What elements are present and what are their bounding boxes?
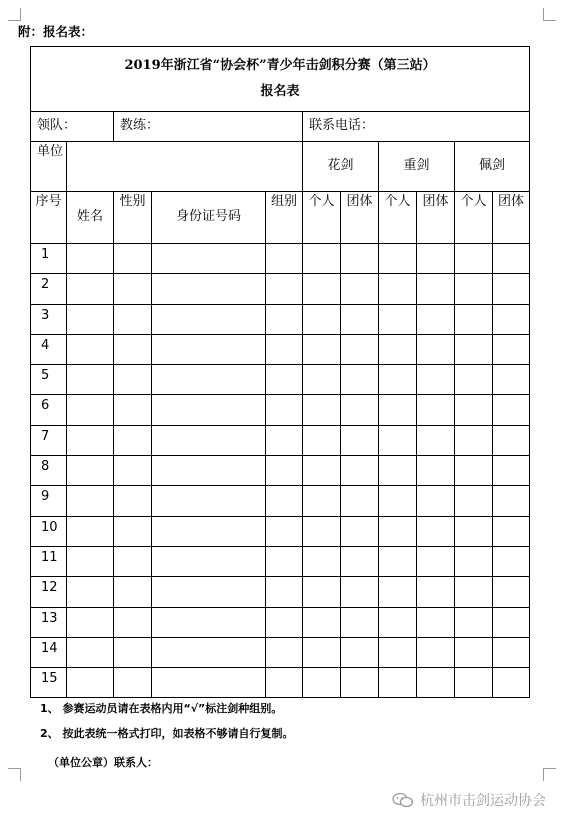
entry-cell[interactable] — [114, 365, 152, 395]
entry-cell[interactable] — [114, 304, 152, 334]
entry-cell[interactable] — [303, 577, 341, 607]
entry-cell[interactable] — [152, 395, 266, 425]
entry-cell[interactable] — [379, 668, 417, 698]
entry-cell[interactable] — [303, 456, 341, 486]
entry-cell[interactable] — [152, 546, 266, 576]
table-row — [31, 546, 530, 576]
entry-cell[interactable] — [114, 577, 152, 607]
entry-cell[interactable] — [493, 334, 530, 364]
entry-cell[interactable] — [341, 456, 379, 486]
entry-cell[interactable] — [493, 244, 530, 274]
table-row — [31, 365, 530, 395]
entry-cell[interactable] — [67, 637, 114, 667]
col-id: 身份证号码 — [152, 192, 266, 244]
table-row — [31, 456, 530, 486]
page-corner-mark — [8, 768, 21, 781]
entry-cell[interactable] — [493, 486, 530, 516]
entry-cell[interactable] — [455, 274, 493, 304]
entry-cell[interactable] — [152, 425, 266, 455]
entry-cell[interactable] — [341, 637, 379, 667]
team-leader-field[interactable]: 领队： — [31, 112, 114, 142]
entry-cell[interactable] — [493, 304, 530, 334]
attachment-label: 附：报名表： — [18, 24, 94, 39]
entry-cell[interactable] — [114, 334, 152, 364]
entry-cell[interactable] — [152, 516, 266, 546]
entry-cell[interactable] — [303, 546, 341, 576]
row-number: 12 — [31, 577, 67, 607]
watermark-text: 杭州市击剑运动协会 — [420, 793, 546, 809]
entry-cell[interactable] — [266, 607, 303, 637]
entry-cell[interactable] — [379, 607, 417, 637]
table-row — [31, 425, 530, 455]
entry-cell[interactable] — [417, 334, 455, 364]
table-row — [31, 274, 530, 304]
entry-cell[interactable] — [67, 244, 114, 274]
entry-cell[interactable] — [152, 486, 266, 516]
entry-cell[interactable] — [493, 395, 530, 425]
entry-cell[interactable] — [455, 637, 493, 667]
row-number: 5 — [31, 365, 67, 395]
entry-cell[interactable] — [493, 607, 530, 637]
entry-cell[interactable] — [455, 395, 493, 425]
row-number: 10 — [31, 516, 67, 546]
entry-cell[interactable] — [266, 425, 303, 455]
row-number: 6 — [31, 395, 67, 425]
entry-cell[interactable] — [493, 637, 530, 667]
entry-cell[interactable] — [455, 577, 493, 607]
entry-cell[interactable] — [67, 395, 114, 425]
entry-cell[interactable] — [303, 274, 341, 304]
coach-field[interactable]: 教练： — [114, 112, 303, 142]
page-corner-mark — [543, 8, 556, 21]
col-group: 组别 — [266, 192, 303, 244]
entry-cell[interactable] — [493, 577, 530, 607]
entry-cell[interactable] — [417, 637, 455, 667]
entry-cell[interactable] — [379, 304, 417, 334]
note-2: 2、 按此表统一格式打印，如表格不够请自行复制。 — [40, 727, 294, 740]
entry-cell[interactable] — [341, 516, 379, 546]
col-sabre-team: 团体 — [493, 192, 530, 244]
weapon-epee: 重剑 — [379, 142, 455, 192]
entry-cell[interactable] — [114, 456, 152, 486]
entry-cell[interactable] — [493, 274, 530, 304]
entry-cell[interactable] — [341, 546, 379, 576]
entry-cell[interactable] — [493, 668, 530, 698]
row-number: 1 — [31, 244, 67, 274]
entry-cell[interactable] — [303, 244, 341, 274]
entry-cell[interactable] — [266, 516, 303, 546]
stamp-contact-line: （单位公章）联系人： — [48, 756, 158, 769]
entry-cell[interactable] — [303, 334, 341, 364]
page-corner-mark — [8, 8, 21, 21]
watermark — [392, 790, 546, 810]
entry-cell[interactable] — [417, 244, 455, 274]
entry-cell[interactable] — [67, 607, 114, 637]
entry-cell[interactable] — [152, 607, 266, 637]
entry-cell[interactable] — [379, 637, 417, 667]
page-corner-mark — [543, 768, 556, 781]
entry-cell[interactable] — [303, 516, 341, 546]
row-number: 4 — [31, 334, 67, 364]
entry-cell[interactable] — [379, 456, 417, 486]
wechat-icon — [392, 792, 414, 808]
entry-cell[interactable] — [152, 577, 266, 607]
row-number: 13 — [31, 607, 67, 637]
entry-cell[interactable] — [114, 244, 152, 274]
entry-cell[interactable] — [455, 668, 493, 698]
entry-cell[interactable] — [303, 486, 341, 516]
table-row — [31, 516, 530, 546]
entry-cell[interactable] — [493, 546, 530, 576]
row-number: 3 — [31, 304, 67, 334]
entry-cell[interactable] — [455, 486, 493, 516]
entry-cell[interactable] — [114, 486, 152, 516]
entry-cell[interactable] — [341, 425, 379, 455]
entry-cell[interactable] — [67, 365, 114, 395]
row-number: 15 — [31, 668, 67, 698]
table-row — [31, 244, 530, 274]
entry-cell[interactable] — [303, 637, 341, 667]
entry-cell[interactable] — [379, 334, 417, 364]
entry-cell[interactable] — [455, 365, 493, 395]
entry-cell[interactable] — [266, 334, 303, 364]
entry-cell[interactable] — [417, 546, 455, 576]
note-1: 1、 参赛运动员请在表格内用“√”标注剑种组别。 — [40, 702, 283, 715]
entry-cell[interactable] — [455, 546, 493, 576]
entry-cell[interactable] — [67, 274, 114, 304]
entry-cell[interactable] — [417, 456, 455, 486]
entry-cell[interactable] — [455, 516, 493, 546]
entry-cell[interactable] — [152, 274, 266, 304]
entry-cell[interactable] — [455, 334, 493, 364]
entry-cell[interactable] — [114, 546, 152, 576]
entry-cell[interactable] — [266, 546, 303, 576]
entry-cell[interactable] — [266, 486, 303, 516]
table-row — [31, 577, 530, 607]
entry-cell[interactable] — [266, 274, 303, 304]
entry-cell[interactable] — [303, 395, 341, 425]
entry-cell[interactable] — [493, 456, 530, 486]
entry-cell[interactable] — [266, 456, 303, 486]
entry-cell[interactable] — [152, 637, 266, 667]
entry-rows — [31, 244, 530, 698]
entry-cell[interactable] — [341, 577, 379, 607]
entry-cell[interactable] — [341, 304, 379, 334]
entry-cell[interactable] — [455, 304, 493, 334]
entry-cell[interactable] — [266, 637, 303, 667]
entry-cell[interactable] — [379, 577, 417, 607]
entry-cell[interactable] — [455, 456, 493, 486]
entry-cell[interactable] — [67, 304, 114, 334]
entry-cell[interactable] — [67, 577, 114, 607]
entry-cell[interactable] — [379, 274, 417, 304]
row-number: 2 — [31, 274, 67, 304]
entry-cell[interactable] — [417, 516, 455, 546]
entry-cell[interactable] — [67, 516, 114, 546]
entry-cell[interactable] — [341, 395, 379, 425]
entry-cell[interactable] — [114, 607, 152, 637]
entry-cell[interactable] — [493, 425, 530, 455]
registration-table — [30, 46, 530, 698]
entry-cell[interactable] — [114, 425, 152, 455]
entry-cell[interactable] — [152, 244, 266, 274]
weapon-sabre: 佩剑 — [455, 142, 530, 192]
entry-cell[interactable] — [379, 395, 417, 425]
entry-cell[interactable] — [379, 546, 417, 576]
entry-cell[interactable] — [67, 546, 114, 576]
row-number: 14 — [31, 637, 67, 667]
form-subtitle: 报名表 — [260, 84, 300, 99]
table-row — [31, 334, 530, 364]
table-row — [31, 607, 530, 637]
entry-cell[interactable] — [152, 334, 266, 364]
col-foil-individual: 个人 — [303, 192, 341, 244]
entry-cell[interactable] — [266, 577, 303, 607]
entry-cell[interactable] — [266, 304, 303, 334]
entry-cell[interactable] — [455, 607, 493, 637]
col-foil-team: 团体 — [341, 192, 379, 244]
entry-cell[interactable] — [341, 365, 379, 395]
entry-cell[interactable] — [67, 668, 114, 698]
entry-cell[interactable] — [493, 516, 530, 546]
table-row — [31, 486, 530, 516]
entry-cell[interactable] — [114, 395, 152, 425]
entry-cell[interactable] — [417, 425, 455, 455]
col-seq: 序号 — [31, 192, 67, 244]
row-number: 7 — [31, 425, 67, 455]
col-gender: 性别 — [114, 192, 152, 244]
entry-cell[interactable] — [379, 486, 417, 516]
entry-cell[interactable] — [493, 365, 530, 395]
entry-cell[interactable] — [303, 365, 341, 395]
col-sabre-individual: 个人 — [455, 192, 493, 244]
unit-label: 单位 — [31, 142, 67, 192]
col-epee-team: 团体 — [417, 192, 455, 244]
entry-cell[interactable] — [303, 304, 341, 334]
entry-cell[interactable] — [303, 668, 341, 698]
entry-cell[interactable] — [379, 244, 417, 274]
entry-cell[interactable] — [303, 607, 341, 637]
entry-cell[interactable] — [114, 274, 152, 304]
entry-cell[interactable] — [417, 274, 455, 304]
form-title-cell — [31, 47, 530, 112]
row-number: 8 — [31, 456, 67, 486]
entry-cell[interactable] — [417, 304, 455, 334]
entry-cell[interactable] — [67, 456, 114, 486]
col-name: 姓名 — [67, 192, 114, 244]
entry-cell[interactable] — [152, 304, 266, 334]
entry-cell[interactable] — [266, 244, 303, 274]
entry-cell[interactable] — [266, 365, 303, 395]
row-number: 9 — [31, 486, 67, 516]
entry-cell[interactable] — [417, 395, 455, 425]
row-number: 11 — [31, 546, 67, 576]
entry-cell[interactable] — [341, 274, 379, 304]
entry-cell[interactable] — [152, 668, 266, 698]
entry-cell[interactable] — [266, 395, 303, 425]
form-title: 2019年浙江省“协会杯”青少年击剑积分赛（第三站） — [124, 57, 436, 73]
table-row — [31, 637, 530, 667]
entry-cell[interactable] — [417, 577, 455, 607]
entry-cell[interactable] — [417, 365, 455, 395]
entry-cell[interactable] — [379, 425, 417, 455]
weapon-foil: 花剑 — [303, 142, 379, 192]
table-row — [31, 395, 530, 425]
entry-cell[interactable] — [152, 456, 266, 486]
entry-cell[interactable] — [67, 486, 114, 516]
entry-cell[interactable] — [417, 668, 455, 698]
entry-cell[interactable] — [417, 486, 455, 516]
entry-cell[interactable] — [266, 668, 303, 698]
entry-cell[interactable] — [341, 486, 379, 516]
entry-cell[interactable] — [417, 607, 455, 637]
unit-field[interactable] — [67, 142, 303, 192]
col-epee-individual: 个人 — [379, 192, 417, 244]
entry-cell[interactable] — [114, 637, 152, 667]
entry-cell[interactable] — [303, 425, 341, 455]
entry-cell[interactable] — [341, 668, 379, 698]
entry-cell[interactable] — [341, 244, 379, 274]
entry-cell[interactable] — [379, 516, 417, 546]
entry-cell[interactable] — [341, 607, 379, 637]
entry-cell[interactable] — [114, 668, 152, 698]
entry-cell[interactable] — [341, 334, 379, 364]
entry-cell[interactable] — [67, 334, 114, 364]
table-row — [31, 668, 530, 698]
entry-cell[interactable] — [379, 365, 417, 395]
entry-cell[interactable] — [114, 516, 152, 546]
table-row — [31, 304, 530, 334]
entry-cell[interactable] — [67, 425, 114, 455]
entry-cell[interactable] — [152, 365, 266, 395]
entry-cell[interactable] — [455, 244, 493, 274]
entry-cell[interactable] — [455, 425, 493, 455]
phone-field[interactable]: 联系电话： — [303, 112, 530, 142]
